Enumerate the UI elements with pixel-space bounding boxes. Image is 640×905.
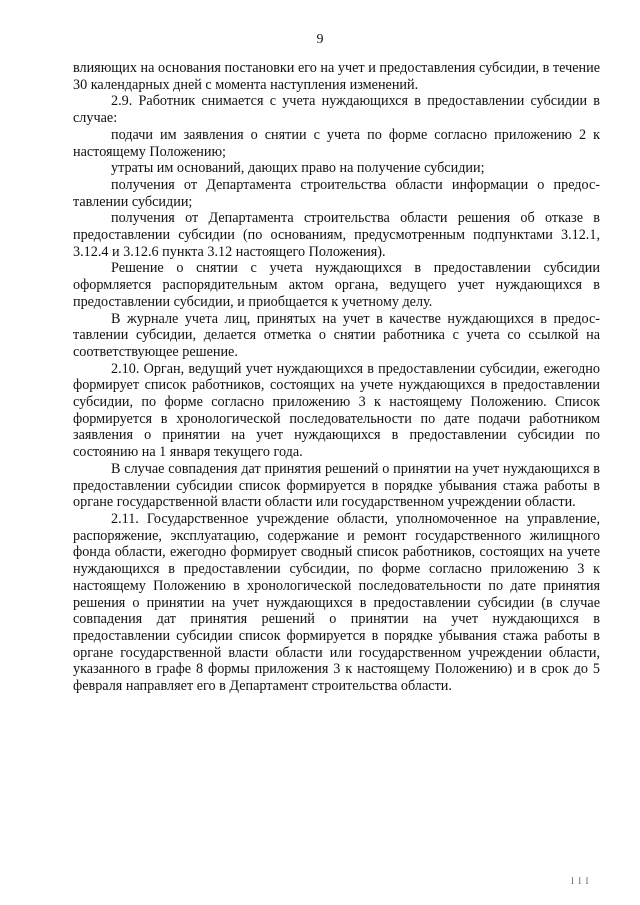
paragraph-dates-coincide: В случае совпадения дат принятия решений о принятии на учет нуждающихся в предоставлении субсидии список формируется в порядке убывания стажа работы в органе государственной власти области или государственном учреждении области.	[73, 460, 600, 511]
paragraph-case-refusal: получения от Департамента строительства области решения об отказе в предоставлении субсидии (по основаниям, предусмотренным подпунктами 3.12.1, 3.12.4 и 3.12.6 пункта 3.12 настоящего Положения).	[73, 210, 600, 260]
paragraph-case-application: подачи им заявления о снятии с учета по форме согласно приложению 2 к настоящему Положению;	[73, 126, 600, 160]
paragraph-2-9: 2.9. Работник снимается с учета нуждающихся в предоставлении субсидии в случае:	[73, 93, 600, 127]
paragraph-case-loss-grounds: утраты им оснований, дающих право на получение субсидии;	[111, 160, 485, 177]
scan-corner-mark: I I I	[571, 876, 590, 886]
paragraph-case-info: получения от Департамента строительства области информации о предоставлении субсидии;	[73, 176, 600, 210]
paragraph-2-10: 2.10. Орган, ведущий учет нуждающихся в предоставлении субсидии, ежегодно формирует список работников, состоящих на учете нуждающихся в предоставлении субсидии, по форме согласно приложению 3 к настоящему Положению. Список формируется в хронологической последовательности по дате подачи работником заявления о принятии на учет нуждающихся в предоставлении субсидии по состоянию на 1 января текущего года.	[73, 360, 600, 461]
paragraph-decision: Решение о снятии с учета нуждающихся в предоставлении субсидии оформляется распорядительным актом органа, ведущего учет нуждающихся в предоставлении субсидии, и приобщается к учетному делу.	[73, 260, 600, 310]
paragraph-continuation: влияющих на основания постановки его на учет и предоставления субсидии, в течение 30 календарных дней с момента наступления изменений.	[73, 60, 600, 93]
page-number: 9	[316, 32, 324, 47]
paragraph-2-11: 2.11. Государственное учреждение области, уполномоченное на управление, распоряжение, эксплуатацию, содержание и ремонт государственного жилищного фонда области, ежегодно формирует сводный список работников, состоящих на учете нуждающихся в предоставлении субсидии, по форме согласно приложению 3 к настоящему Положению в хронологической последовательности по дате принятия решения о принятии на учет нуждающихся в предоставлении субсидии (в случае совпадения дат принятия решений о принятии на учет нуждающихся в предоставлении субсидии список формируется в порядке убывания стажа работы в органе государственной власти области или государственном учреждении области, указанного в графе 8 формы приложения 3 к настоящему Положению) и в срок до 5 февраля направляет его в Департамент строительства области.	[73, 510, 600, 695]
document-body	[73, 60, 600, 695]
paragraph-journal: В журнале учета лиц, принятых на учет в качестве нуждающихся в предоставлении субсидии, делается отметка о снятии работника с учета со ссылкой на соответствующее решение.	[73, 310, 600, 360]
